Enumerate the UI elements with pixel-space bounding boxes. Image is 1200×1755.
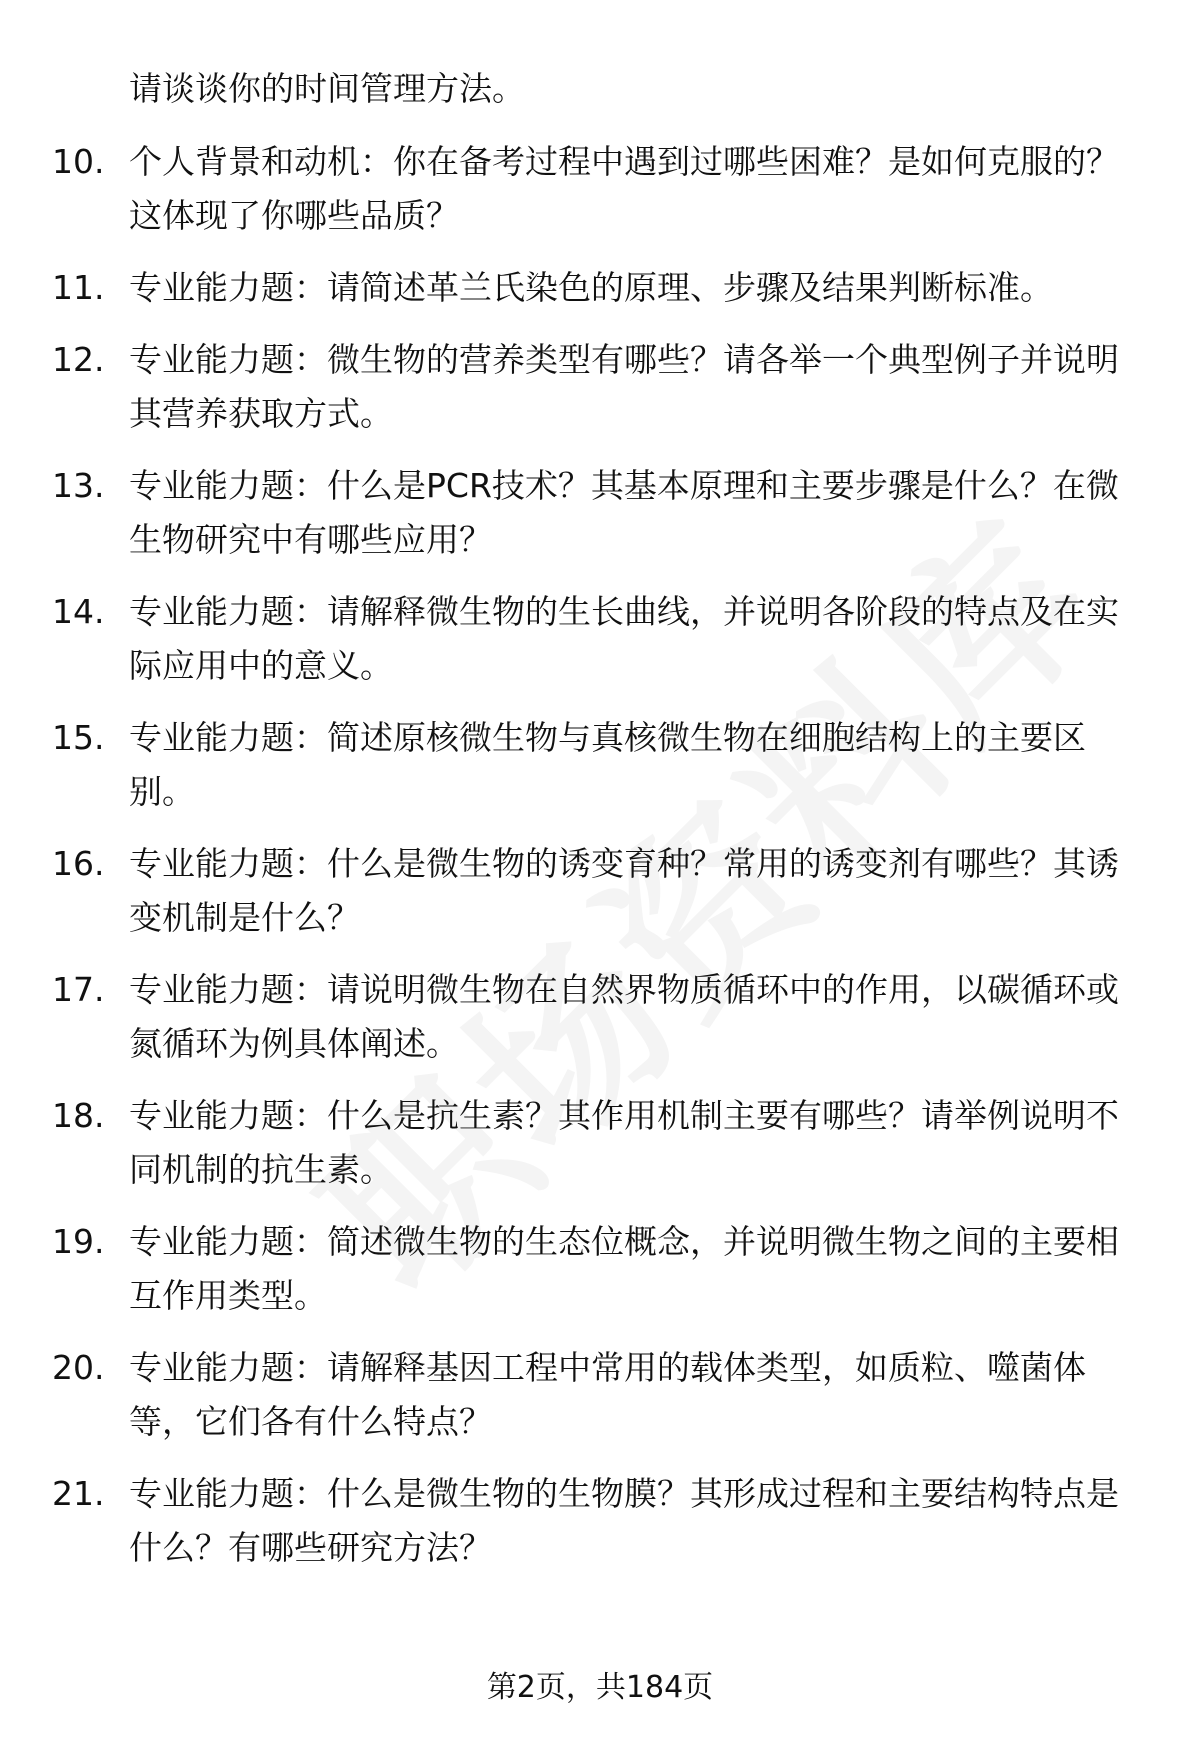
question-text: 专业能力题：简述微生物的生态位概念，并说明微生物之间的主要相互作用类型。 [129,1222,1119,1315]
question-text: 专业能力题：请解释基因工程中常用的载体类型，如质粒、噬菌体等，它们各有什么特点？ [129,1348,1086,1441]
question-item-15 [52,711,1152,819]
question-number: 17. [52,970,105,1009]
question-text: 专业能力题：什么是微生物的生物膜？其形成过程和主要结构特点是什么？有哪些研究方法？ [129,1474,1119,1567]
question-number: 20. [52,1348,105,1387]
question-text: 专业能力题：简述原核微生物与真核微生物在细胞结构上的主要区别。 [129,718,1086,811]
question-text: 专业能力题：微生物的营养类型有哪些？请各举一个典型例子并说明其营养获取方式。 [129,340,1119,433]
question-list [52,135,1152,1593]
question-item-11 [52,261,1152,315]
question-number: 11. [52,268,105,307]
continuation-text: 请谈谈你的时间管理方法。 [129,69,525,108]
page-number-footer: 第2页，共184页 [486,1670,714,1705]
question-text: 专业能力题：什么是微生物的诱变育种？常用的诱变剂有哪些？其诱变机制是什么？ [129,844,1119,937]
question-item-13 [52,459,1152,567]
question-number: 16. [52,844,105,883]
question-text: 个人背景和动机：你在备考过程中遇到过哪些困难？是如何克服的？这体现了你哪些品质？ [129,142,1119,235]
question-item-10 [52,135,1152,243]
question-number: 12. [52,340,105,379]
question-text: 专业能力题：请说明微生物在自然界物质循环中的作用，以碳循环或氮循环为例具体阐述。 [129,970,1119,1063]
question-number: 21. [52,1474,105,1513]
question-item-20 [52,1341,1152,1449]
question-number: 15. [52,718,105,757]
question-text: 专业能力题：什么是PCR技术？其基本原理和主要步骤是什么？在微生物研究中有哪些应用？ [129,466,1119,559]
question-text: 专业能力题：请简述革兰氏染色的原理、步骤及结果判断标准。 [129,268,1053,307]
question-number: 14. [52,592,105,631]
question-item-14 [52,585,1152,693]
question-item-17 [52,963,1152,1071]
question-number: 10. [52,142,105,181]
question-item-21 [52,1467,1152,1575]
question-number: 13. [52,466,105,505]
question-item-16 [52,837,1152,945]
question-text: 专业能力题：什么是抗生素？其作用机制主要有哪些？请举例说明不同机制的抗生素。 [129,1096,1119,1189]
question-number: 18. [52,1096,105,1135]
question-item-12 [52,333,1152,441]
question-number: 19. [52,1222,105,1261]
question-item-18 [52,1089,1152,1197]
question-text: 专业能力题：请解释微生物的生长曲线，并说明各阶段的特点及在实际应用中的意义。 [129,592,1119,685]
question-item-19 [52,1215,1152,1323]
